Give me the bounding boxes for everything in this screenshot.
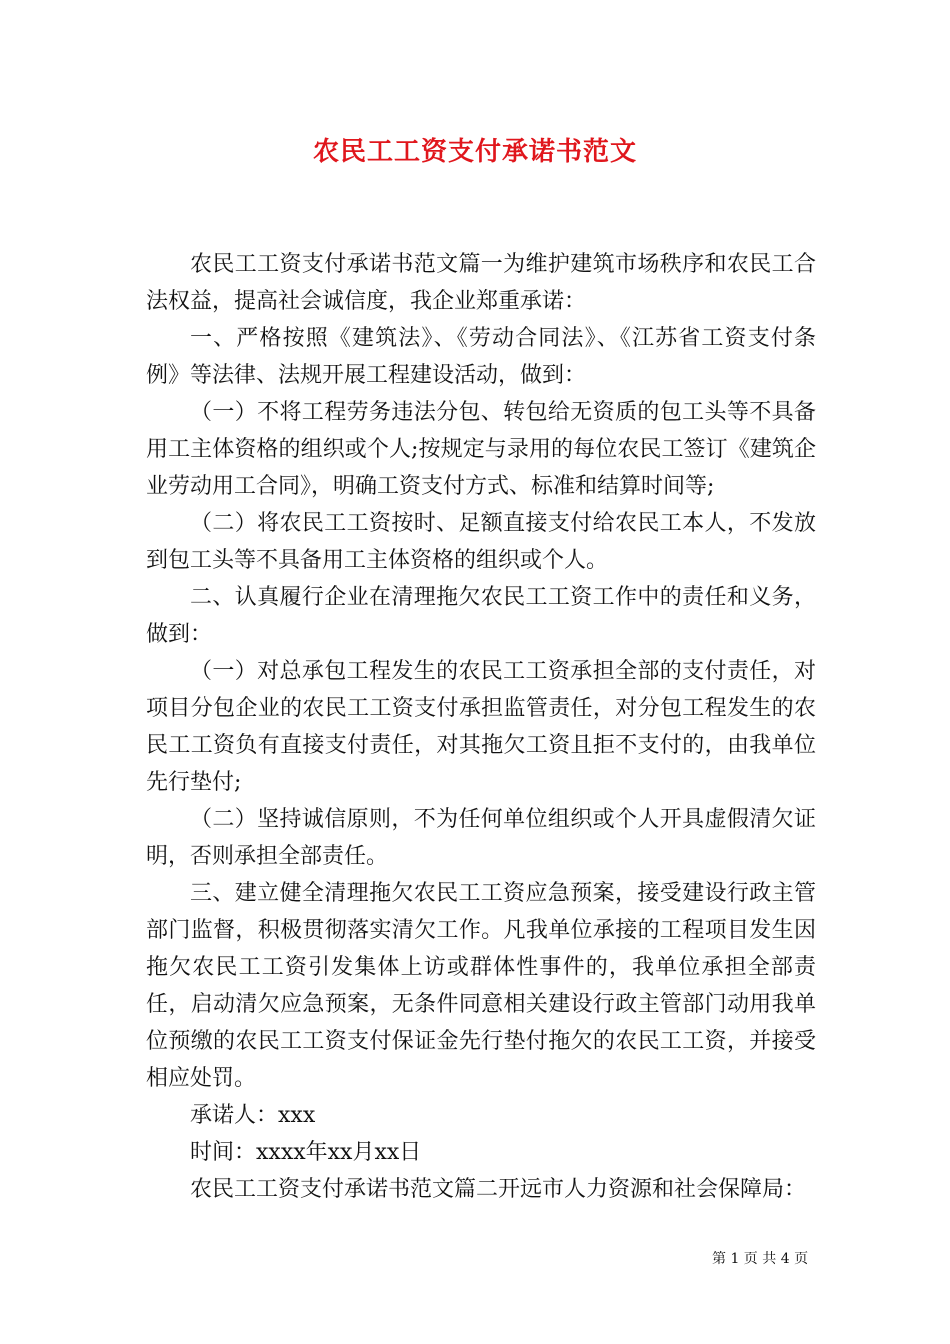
paragraph-intro: 农民工工资支付承诺书范文篇一为维护建筑市场秩序和农民工合法权益，提高社会诚信度，我企业郑重承诺： [146,252,816,314]
paragraph-section-2: 二、认真履行企业在清理拖欠农民工工资工作中的责任和义务，做到： [146,585,816,647]
paragraph-section-1-item-1: （一）不将工程劳务违法分包、转包给无资质的包工头等不具备用工主体资格的组织或个人;按规定与录用的每位农民工签订《建筑企业劳动用工合同》，明确工资支付方式、标准和结算时间等; [146,400,816,499]
paragraph-section-3: 三、建立健全清理拖欠农民工工资应急预案，接受建设行政主管部门监督，积极贯彻落实清欠工作。凡我单位承接的工程项目发生因拖欠农民工工资引发集体上访或群体性事件的，我单位承担全部责任，启动清欠应急预案，无条件同意相关建设行政主管部门动用我单位预缴的农民工工资支付保证金先行垫付拖欠的农民工工资，并接受相应处罚。 [146,881,816,1091]
document-body [146,246,816,1208]
paragraph-section-1: 一、严格按照《建筑法》、《劳动合同法》、《江苏省工资支付条例》等法律、法规开展工程建设活动，做到： [146,326,816,388]
page-number: 第 1 页 共 4 页 [712,1251,809,1267]
paragraph-section-1-item-2: （二）将农民工工资按时、足额直接支付给农民工本人，不发放到包工头等不具备用工主体资格的组织或个人。 [146,511,816,573]
paragraph-second-letter: 农民工工资支付承诺书范文篇二开远市人力资源和社会保障局： [190,1177,807,1202]
paragraph-signatory: 承诺人：xxx [190,1103,316,1128]
document-title: 农民工工资支付承诺书范文 [312,137,637,167]
paragraph-section-2-item-2: （二）坚持诚信原则，不为任何单位组织或个人开具虚假清欠证明，否则承担全部责任。 [146,807,816,869]
paragraph-section-2-item-1: （一）对总承包工程发生的农民工工资承担全部的支付责任，对项目分包企业的农民工工资支付承担监管责任，对分包工程发生的农民工工资负有直接支付责任，对其拖欠工资且拒不支付的，由我单位先行垫付; [146,659,816,795]
paragraph-date: 时间：xxxx年xx月xx日 [190,1140,422,1165]
